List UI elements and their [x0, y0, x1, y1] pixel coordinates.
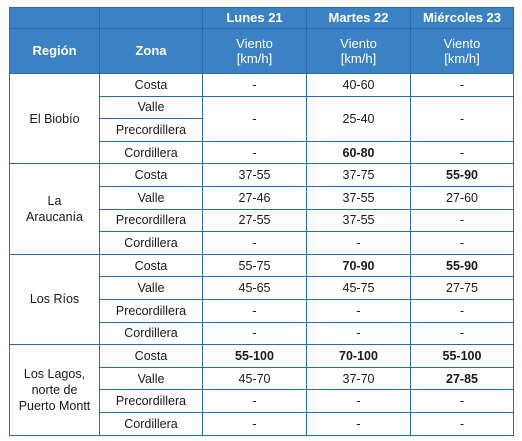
- region-name-line: norte de: [31, 382, 78, 397]
- wind-label: Viento: [443, 36, 481, 51]
- wind-value-martes: -: [307, 412, 411, 435]
- day-header-martes: Martes 22: [307, 8, 411, 29]
- wind-value-miercoles: 27-85: [411, 367, 514, 390]
- wind-unit: [km/h]: [340, 51, 377, 66]
- wind-value-martes: 45-75: [307, 277, 411, 300]
- region-name-line: El Biobío: [29, 111, 80, 126]
- wind-value-martes: 37-70: [307, 367, 411, 390]
- region-name-line: Los Ríos: [29, 292, 80, 307]
- wind-value-lunes: -: [203, 390, 307, 413]
- zona-cell: Precordillera: [100, 209, 203, 232]
- wind-value-martes: 70-100: [307, 345, 411, 368]
- zona-cell: Precordillera: [100, 299, 203, 322]
- wind-label: Viento: [340, 36, 377, 51]
- table-row: [10, 74, 514, 97]
- wind-value-miercoles: -: [411, 412, 514, 435]
- region-cell: [10, 254, 100, 344]
- wind-unit: [km/h]: [444, 51, 480, 66]
- header-blank: [100, 8, 203, 29]
- wind-unit-header: [307, 29, 411, 74]
- wind-value-martes: -: [307, 390, 411, 413]
- wind-value-miercoles: 27-60: [411, 186, 514, 209]
- wind-value-martes: 40-60: [307, 74, 411, 97]
- zona-cell: Valle: [100, 96, 203, 119]
- wind-value-miercoles: 55-100: [411, 345, 514, 368]
- wind-value-lunes: -: [203, 96, 307, 141]
- zona-cell: Costa: [100, 345, 203, 368]
- wind-value-martes: 60-80: [307, 141, 411, 164]
- wind-value-miercoles: -: [411, 299, 514, 322]
- zona-cell: Cordillera: [100, 322, 203, 345]
- region-column-header: Región: [10, 29, 100, 74]
- wind-value-miercoles: 55-90: [411, 164, 514, 187]
- wind-value-lunes: -: [203, 299, 307, 322]
- wind-value-lunes: -: [203, 322, 307, 345]
- wind-value-lunes: -: [203, 412, 307, 435]
- wind-value-martes: 25-40: [307, 96, 411, 141]
- wind-value-miercoles: -: [411, 322, 514, 345]
- zona-cell: Valle: [100, 277, 203, 300]
- wind-value-miercoles: -: [411, 141, 514, 164]
- wind-value-lunes: 27-55: [203, 209, 307, 232]
- region-cell: [10, 164, 100, 254]
- wind-value-miercoles: -: [411, 209, 514, 232]
- wind-value-lunes: 27-46: [203, 186, 307, 209]
- wind-value-martes: 37-55: [307, 186, 411, 209]
- wind-label: Viento: [236, 36, 273, 51]
- zona-cell: Costa: [100, 74, 203, 97]
- region-cell: [10, 74, 100, 164]
- wind-value-miercoles: -: [411, 232, 514, 255]
- zona-cell: Costa: [100, 164, 203, 187]
- wind-value-martes: -: [307, 322, 411, 345]
- wind-unit-header: [411, 29, 514, 74]
- zona-cell: Cordillera: [100, 232, 203, 255]
- day-header-miercoles: Miércoles 23: [411, 8, 514, 29]
- wind-value-lunes: 45-70: [203, 367, 307, 390]
- wind-value-lunes: -: [203, 232, 307, 255]
- wind-value-lunes: -: [203, 74, 307, 97]
- zona-cell: Valle: [100, 186, 203, 209]
- zona-column-header: Zona: [100, 29, 203, 74]
- wind-value-miercoles: 27-75: [411, 277, 514, 300]
- wind-unit: [km/h]: [236, 51, 273, 66]
- wind-value-miercoles: -: [411, 390, 514, 413]
- table-row: [10, 164, 514, 187]
- region-name-line: Los Lagos,: [23, 366, 86, 381]
- table-row: [10, 345, 514, 368]
- wind-value-lunes: -: [203, 141, 307, 164]
- zona-cell: Precordillera: [100, 119, 203, 142]
- wind-value-lunes: 55-100: [203, 345, 307, 368]
- wind-value-lunes: 37-55: [203, 164, 307, 187]
- wind-value-miercoles: -: [411, 74, 514, 97]
- table-row: [10, 254, 514, 277]
- region-cell: [10, 345, 100, 435]
- wind-forecast-table: [9, 7, 514, 436]
- zona-cell: Precordillera: [100, 390, 203, 413]
- zona-cell: Cordillera: [100, 141, 203, 164]
- region-name-line: Puerto Montt: [18, 398, 91, 413]
- wind-value-martes: 37-55: [307, 209, 411, 232]
- wind-value-lunes: 45-65: [203, 277, 307, 300]
- wind-value-martes: -: [307, 299, 411, 322]
- zona-cell: Costa: [100, 254, 203, 277]
- wind-value-miercoles: -: [411, 96, 514, 141]
- wind-unit-header: [203, 29, 307, 74]
- region-name-line: Araucanía: [26, 210, 83, 225]
- wind-value-martes: -: [307, 232, 411, 255]
- wind-value-miercoles: 55-90: [411, 254, 514, 277]
- zona-cell: Valle: [100, 367, 203, 390]
- header-blank: [10, 8, 100, 29]
- zona-cell: Cordillera: [100, 412, 203, 435]
- wind-value-martes: 37-75: [307, 164, 411, 187]
- day-header-lunes: Lunes 21: [203, 8, 307, 29]
- table-body: [10, 74, 514, 436]
- wind-value-martes: 70-90: [307, 254, 411, 277]
- wind-value-lunes: 55-75: [203, 254, 307, 277]
- region-name-line: La: [47, 194, 62, 209]
